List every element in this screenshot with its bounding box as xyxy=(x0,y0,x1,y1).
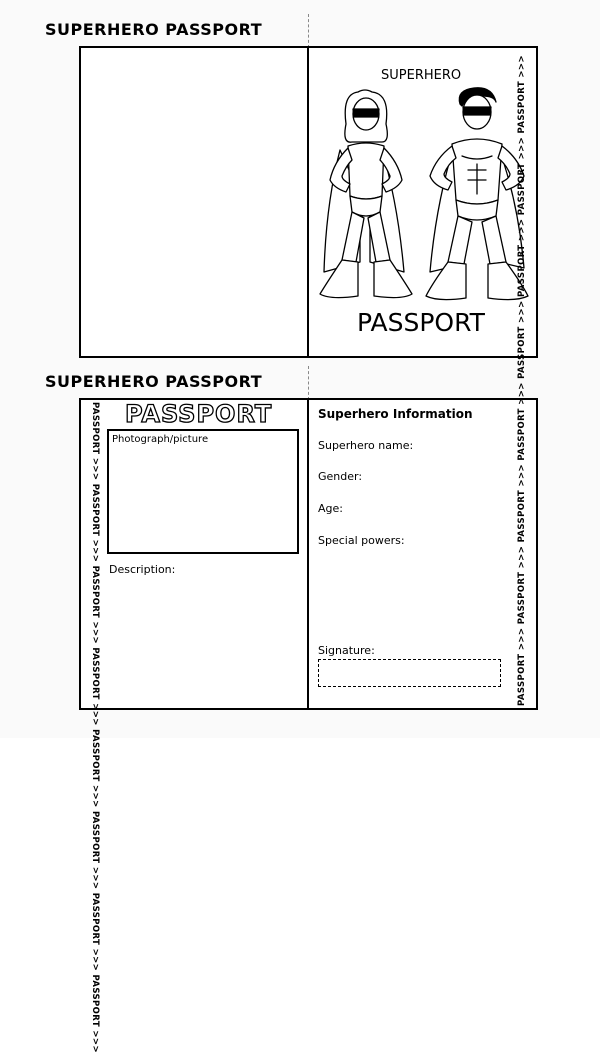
info-heading: Superhero Information xyxy=(318,407,473,421)
female-hero-figure xyxy=(320,90,412,298)
special-powers-label: Special powers: xyxy=(318,534,405,547)
superheroes-illustration xyxy=(312,84,534,308)
signature-box[interactable] xyxy=(318,659,501,687)
signature-label: Signature: xyxy=(318,644,375,657)
photo-box xyxy=(107,429,299,554)
male-hero-figure xyxy=(426,88,528,300)
cover-spine xyxy=(307,46,309,358)
description-label: Description: xyxy=(109,563,176,576)
fold-line-top xyxy=(308,14,309,48)
section-title-cover: SUPERHERO PASSPORT xyxy=(45,20,263,39)
fold-line-bottom xyxy=(308,366,309,400)
passport-header: PASSPORT xyxy=(125,400,273,428)
gender-label: Gender: xyxy=(318,470,363,483)
photo-label: Photograph/picture xyxy=(112,434,209,445)
left-border-strip: PASSPORT >>> PASSPORT >>> PASSPORT >>> PASSPORT >>> PASSPORT >>> PASSPORT >>> PASSPORT >>> PASSPORT >>> xyxy=(90,402,100,1053)
cover-bottom-label: PASSPORT xyxy=(357,308,485,337)
superhero-name-label: Superhero name: xyxy=(318,439,414,452)
identity-spine xyxy=(307,398,309,710)
section-title-identity: SUPERHERO PASSPORT xyxy=(45,372,263,391)
right-border-strip: PASSPORT >>> PASSPORT >>> PASSPORT >>> PASSPORT >>> PASSPORT >>> PASSPORT >>> PASSPORT >>> PASSPORT >>> xyxy=(517,55,527,706)
cover-top-label: SUPERHERO xyxy=(381,68,462,83)
age-label: Age: xyxy=(318,502,343,515)
